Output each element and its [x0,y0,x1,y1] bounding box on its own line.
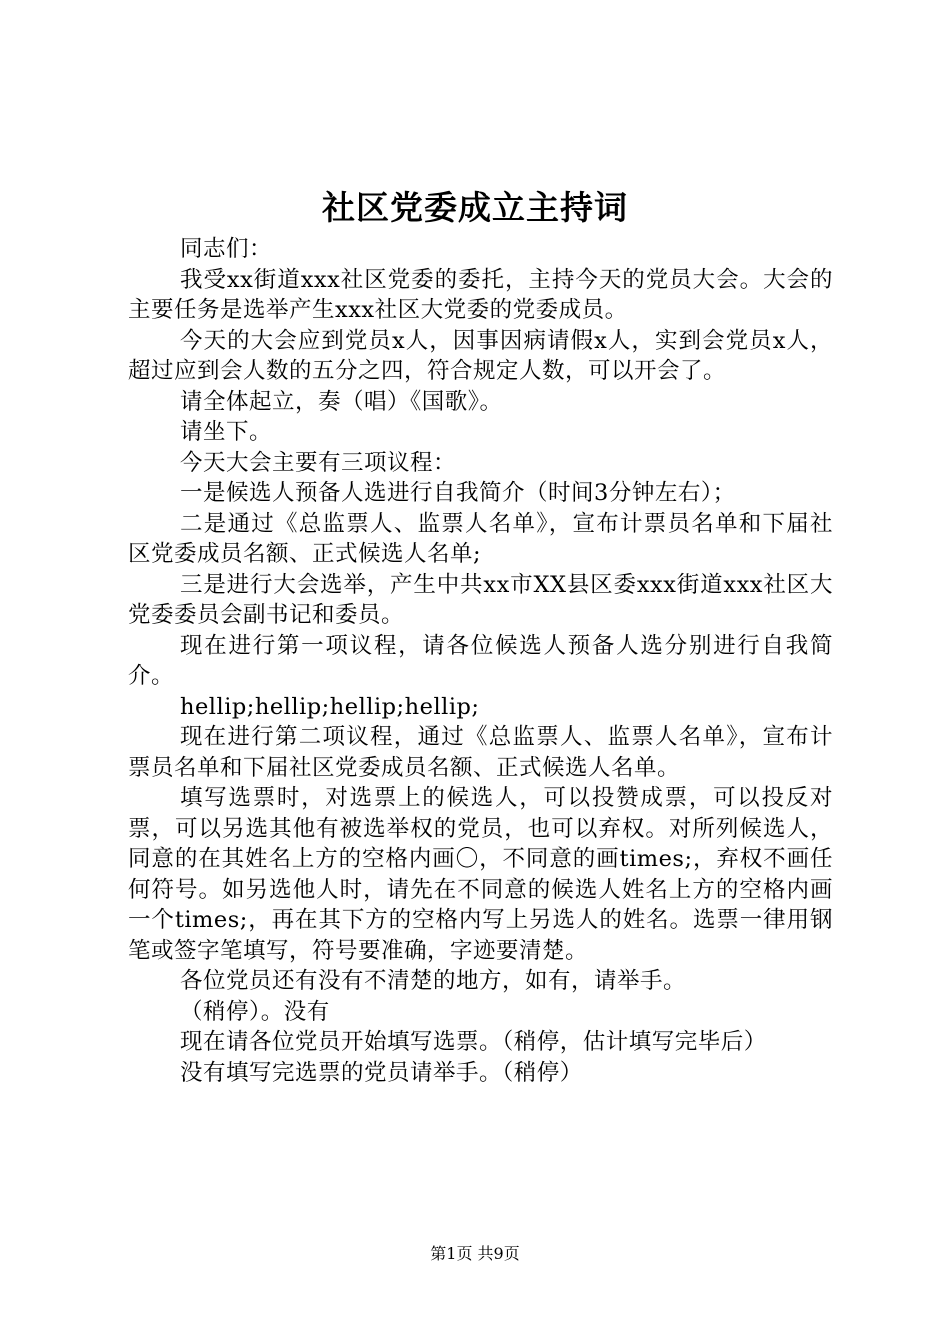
paragraph: 一是候选人预备人选进行自我简介（时间3分钟左右）； [180,480,736,506]
paragraph: 现在进行第二项议程，通过《总监票人、监票人名单》，宣布计票员名单和下届社区党委成员名额、正式候选人名单。 [128,724,833,781]
paragraph: 今天大会主要有三项议程： [180,449,457,476]
document-title: 社区党委成立主持词 [322,188,628,227]
paragraph: 二是通过《总监票人、监票人名单》，宣布计票员名单和下届社区党委成员名额、正式候选人名单; [128,510,833,567]
paragraph: 现在进行第一项议程，请各位候选人预备人选分别进行自我简介。 [128,632,833,689]
page-number-footer: 第1页 共9页 [430,1244,520,1263]
paragraph: （稍停）。没有 [180,998,330,1025]
paragraph: hellip;hellip;hellip;hellip; [180,693,480,720]
paragraph: 填写选票时，对选票上的候选人，可以投赞成票，可以投反对票，可以另选其他有被选举权的党员，也可以弃权。对所列候选人，同意的在其姓名上方的空格内画〇，不同意的画times;，弃权不画任何符号。如另选他人时，请先在不同意的候选人姓名上方的空格内画一个times;，再在其下方的空格内写上另选人的姓名。选票一律用钢笔或签字笔填写，符号要准确，字迹要清楚。 [128,785,833,964]
paragraph: 请坐下。 [180,419,273,445]
paragraph: 三是进行大会选举，产生中共xx市XX县区委xxx街道xxx社区大党委委员会副书记和委员。 [128,571,833,628]
document-body [128,234,833,1088]
paragraph: 今天的大会应到党员x人，因事因病请假x人，实到会党员x人，超过应到会人数的五分之四，符合规定人数，可以开会了。 [128,327,833,384]
paragraph: 没有填写完选票的党员请举手。（稍停） [180,1059,583,1086]
paragraph: 现在请各位党员开始填写选票。（稍停，估计填写完毕后） [180,1029,767,1055]
paragraph: 我受xx街道xxx社区党委的委托，主持今天的党员大会。大会的主要任务是选举产生xxx社区大党委的党委成员。 [128,266,833,323]
paragraph: 各位党员还有没有不清楚的地方，如有，请举手。 [180,968,687,994]
paragraph: 请全体起立，奏（唱）《国歌》。 [180,388,503,415]
paragraph: 同志们： [180,236,273,262]
